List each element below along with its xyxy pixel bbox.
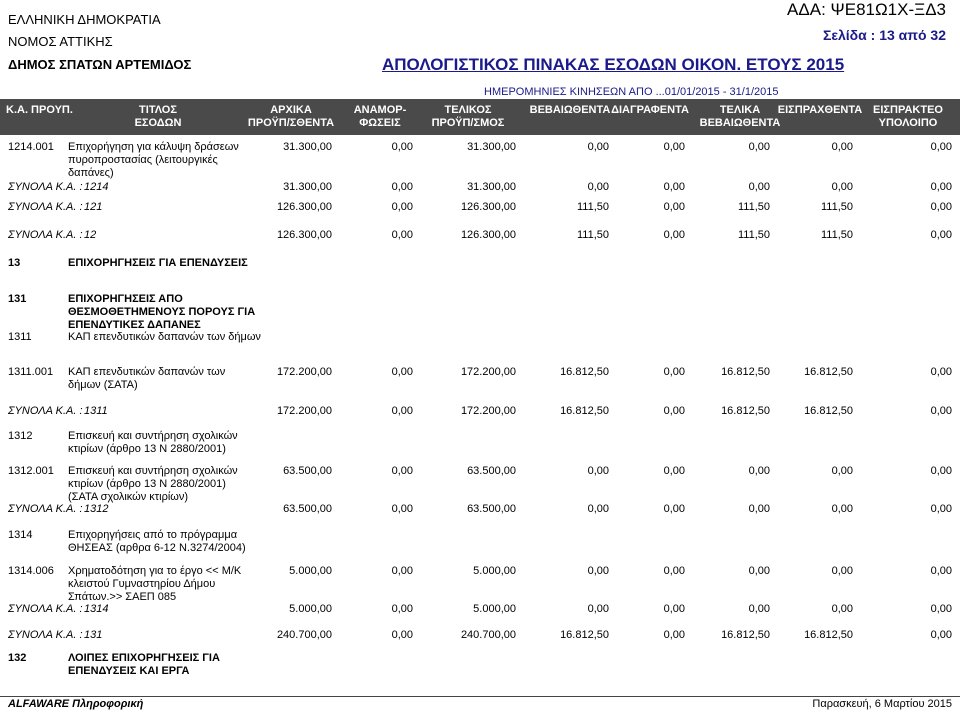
amount-cell: 0,00 [663,229,685,241]
row-title: ΛΟΙΠΕΣ ΕΠΙΧΟΡΗΓΗΣΕΙΣ ΓΙΑ ΕΠΕΝΔΥΣΕΙΣ ΚΑΙ ΕΡΓΑ [68,652,220,677]
amount-cell: 172.200,00 [460,366,516,378]
row-code: 13 [8,257,21,269]
amount-cell: 63.500,00 [283,465,332,477]
amount-cell: 172.200,00 [276,366,332,378]
amount-cell: 5.000,00 [289,603,332,615]
amount-cell: 63.500,00 [467,503,516,515]
amount-cell: 0,00 [391,229,413,241]
amount-cell: 0,00 [663,603,685,615]
amount-cell: 0,00 [831,141,853,153]
amount-cell: 111,50 [820,201,853,213]
total-label: ΣΥΝΟΛΑ Κ.Α. : [8,503,83,515]
total-code: 131 [84,629,103,641]
amount-cell: 63.500,00 [467,465,516,477]
amount-cell: 16.812,50 [804,405,853,417]
amount-cell: 0,00 [930,201,952,213]
amount-cell: 126.300,00 [460,201,516,213]
amount-cell: 0,00 [930,503,952,515]
amount-cell: 0,00 [831,181,853,193]
col-header-amendments: ΑΝΑΜΟΡ- ΦΩΣΕΙΣ [353,104,407,129]
amount-cell: 126.300,00 [276,201,332,213]
amount-cell: 0,00 [663,503,685,515]
row-title: Επισκευή και συντήρηση σχολικών κτιρίων (άρθρο 13 Ν 2880/2001) [68,430,238,455]
amount-cell: 0,00 [587,603,609,615]
row-title: ΚΑΠ επενδυτικών δαπανών των δήμων (ΣΑΤΑ) [68,366,226,391]
amount-cell: 0,00 [930,366,952,378]
amount-cell: 0,00 [930,229,952,241]
amount-cell: 0,00 [663,629,685,641]
row-code: 1314 [8,529,33,541]
footer-date: Παρασκευή, 6 Μαρτίου 2015 [812,698,952,710]
total-code: 1312 [84,503,109,515]
col-header-final-budget: ΤΕΛΙΚΟΣ ΠΡΟΫΠ/ΣΜΟΣ [431,104,505,129]
amount-cell: 16.812,50 [560,366,609,378]
page-number: Σελίδα : 13 από 32 [822,27,946,43]
date-range: ΗΜΕΡΟΜΗΝΙΕΣ ΚΙΝΗΣΕΩΝ ΑΠΟ ...01/01/2015 - 31/1/2015 [484,86,779,98]
prefecture-label: ΝΟΜΟΣ ΑΤΤΙΚΗΣ [8,34,113,49]
republic-label: ΕΛΛΗΝΙΚΗ ΔΗΜΟΚΡΑΤΙΑ [8,12,161,27]
total-code: 1314 [84,603,109,615]
row-code: 1314.006 [8,565,54,577]
amount-cell: 0,00 [391,603,413,615]
ada-code: ΑΔΑ: ΨΕ81Ω1Χ-ΞΔ3 [787,0,946,19]
amount-cell: 0,00 [391,201,413,213]
amount-cell: 5.000,00 [473,565,516,577]
amount-cell: 0,00 [930,181,952,193]
amount-cell: 16.812,50 [804,366,853,378]
amount-cell: 0,00 [930,141,952,153]
amount-cell: 0,00 [391,405,413,417]
amount-cell: 0,00 [748,465,770,477]
amount-cell: 31.300,00 [283,141,332,153]
amount-cell: 0,00 [831,565,853,577]
row-title: Επιχορηγήσεις από το πρόγραμμα ΘΗΣΕΑΣ (αρθρα 6-12 Ν.3274/2004) [68,529,246,554]
amount-cell: 0,00 [930,465,952,477]
total-label: ΣΥΝΟΛΑ Κ.Α. : [8,405,83,417]
col-header-written-off: ΔΙΑΓΡΑΦΕΝΤΑ [611,104,689,116]
col-header-initial: ΑΡΧΙΚΑ ΠΡΟΫΠ/ΣΘΕΝΤΑ [247,104,335,129]
total-code: 121 [84,201,103,213]
total-label: ΣΥΝΟΛΑ Κ.Α. : [8,603,83,615]
row-title: ΚΑΠ επενδυτικών δαπανών των δήμων [68,331,261,343]
total-label: ΣΥΝΟΛΑ Κ.Α. : [8,629,83,641]
amount-cell: 0,00 [391,141,413,153]
amount-cell: 16.812,50 [560,405,609,417]
row-code: 1312.001 [8,465,54,477]
amount-cell: 111,50 [737,229,770,241]
amount-cell: 0,00 [663,405,685,417]
amount-cell: 0,00 [587,465,609,477]
col-header-title: ΤΙΤΛΟΣ ΕΣΟΔΩΝ [134,104,182,129]
amount-cell: 0,00 [663,201,685,213]
total-code: 1214 [84,181,109,193]
total-code: 12 [84,229,97,241]
amount-cell: 111,50 [820,229,853,241]
amount-cell: 0,00 [663,565,685,577]
amount-cell: 111,50 [576,229,609,241]
row-code: 1214.001 [8,141,54,153]
municipality-label: ΔΗΜΟΣ ΣΠΑΤΩΝ ΑΡΤΕΜΙΔΟΣ [8,57,192,72]
amount-cell: 5.000,00 [289,565,332,577]
amount-cell: 0,00 [748,181,770,193]
amount-cell: 16.812,50 [804,629,853,641]
amount-cell: 0,00 [663,181,685,193]
amount-cell: 0,00 [391,503,413,515]
row-title: Χρηματοδότηση για το έργο << Μ/Κ κλειστού Γυμναστηρίου Δήμου Σπάτων.>> ΣΑΕΠ 085 [68,565,242,603]
col-header-certified: ΒΕΒΑΙΩΘΕΝΤΑ [529,104,611,116]
amount-cell: 0,00 [587,181,609,193]
col-header-code: Κ.Α. ΠΡΟΥΠ. [6,104,73,116]
footer-vendor: ALFAWARE Πληροφορική [8,698,144,710]
amount-cell: 16.812,50 [721,629,770,641]
amount-cell: 0,00 [587,503,609,515]
amount-cell: 63.500,00 [283,503,332,515]
amount-cell: 111,50 [737,201,770,213]
amount-cell: 16.812,50 [721,405,770,417]
amount-cell: 0,00 [831,465,853,477]
col-header-collected: ΕΙΣΠΡΑΧΘΕΝΤΑ [777,104,863,116]
amount-cell: 0,00 [748,503,770,515]
amount-cell: 126.300,00 [460,229,516,241]
amount-cell: 16.812,50 [560,629,609,641]
row-code: 1311 [8,331,32,343]
total-code: 1311 [84,405,108,417]
row-code: 1311.001 [8,366,54,378]
report-title: ΑΠΟΛΟΓΙΣΤΙΚΟΣ ΠΙΝΑΚΑΣ ΕΣΟΔΩΝ ΟΙΚΟΝ. ΕΤΟΥΣ 2015 [382,55,845,74]
amount-cell: 0,00 [663,366,685,378]
amount-cell: 31.300,00 [283,181,332,193]
amount-cell: 16.812,50 [721,366,770,378]
row-title: ΕΠΙΧΟΡΗΓΗΣΕΙΣ ΑΠΟ ΘΕΣΜΟΘΕΤΗΜΕΝΟΥΣ ΠΟΡΟΥΣ ΓΙΑ ΕΠΕΝΔΥΤΙΚΕΣ ΔΑΠΑΝΕΣ [68,293,256,331]
row-code: 131 [8,293,27,305]
amount-cell: 0,00 [391,366,413,378]
amount-cell: 172.200,00 [460,405,516,417]
amount-cell: 0,00 [748,565,770,577]
col-header-receivable: ΕΙΣΠΡΑΚΤΕΟ ΥΠΟΛΟΙΠΟ [873,104,943,129]
amount-cell: 0,00 [391,465,413,477]
amount-cell: 0,00 [748,141,770,153]
amount-cell: 240.700,00 [460,629,516,641]
col-header-final-certified: ΤΕΛΙΚΑ ΒΕΒΑΙΩΘΕΝΤΑ [699,104,781,129]
footer [0,696,960,712]
amount-cell: 31.300,00 [467,141,516,153]
amount-cell: 0,00 [587,565,609,577]
row-code: 132 [8,652,27,664]
row-title: ΕΠΙΧΟΡΗΓΗΣΕΙΣ ΓΙΑ ΕΠΕΝΔΥΣΕΙΣ [68,257,248,269]
amount-cell: 0,00 [930,629,952,641]
amount-cell: 0,00 [663,141,685,153]
row-title: Επιχορήγηση για κάλυψη δράσεων πυροπροστασίας (λειτουργικές δαπάνες) [68,141,239,179]
total-label: ΣΥΝΟΛΑ Κ.Α. : [8,181,83,193]
column-header-bar [0,99,960,135]
amount-cell: 0,00 [930,565,952,577]
total-label: ΣΥΝΟΛΑ Κ.Α. : [8,201,83,213]
amount-cell: 0,00 [930,603,952,615]
amount-cell: 126.300,00 [276,229,332,241]
amount-cell: 172.200,00 [276,405,332,417]
amount-cell: 5.000,00 [473,603,516,615]
amount-cell: 31.300,00 [467,181,516,193]
amount-cell: 0,00 [391,181,413,193]
amount-cell: 0,00 [391,565,413,577]
amount-cell: 0,00 [587,141,609,153]
amount-cell: 0,00 [748,603,770,615]
amount-cell: 0,00 [831,503,853,515]
total-label: ΣΥΝΟΛΑ Κ.Α. : [8,229,83,241]
row-code: 1312 [8,430,33,442]
amount-cell: 0,00 [391,629,413,641]
amount-cell: 111,50 [576,201,609,213]
amount-cell: 0,00 [831,603,853,615]
amount-cell: 240.700,00 [276,629,332,641]
amount-cell: 0,00 [930,405,952,417]
amount-cell: 0,00 [663,465,685,477]
row-title: Επισκευή και συντήρηση σχολικών κτιρίων (άρθρο 13 Ν 2880/2001)(ΣΑΤΑ σχολικών κτιρίων) [68,465,238,503]
